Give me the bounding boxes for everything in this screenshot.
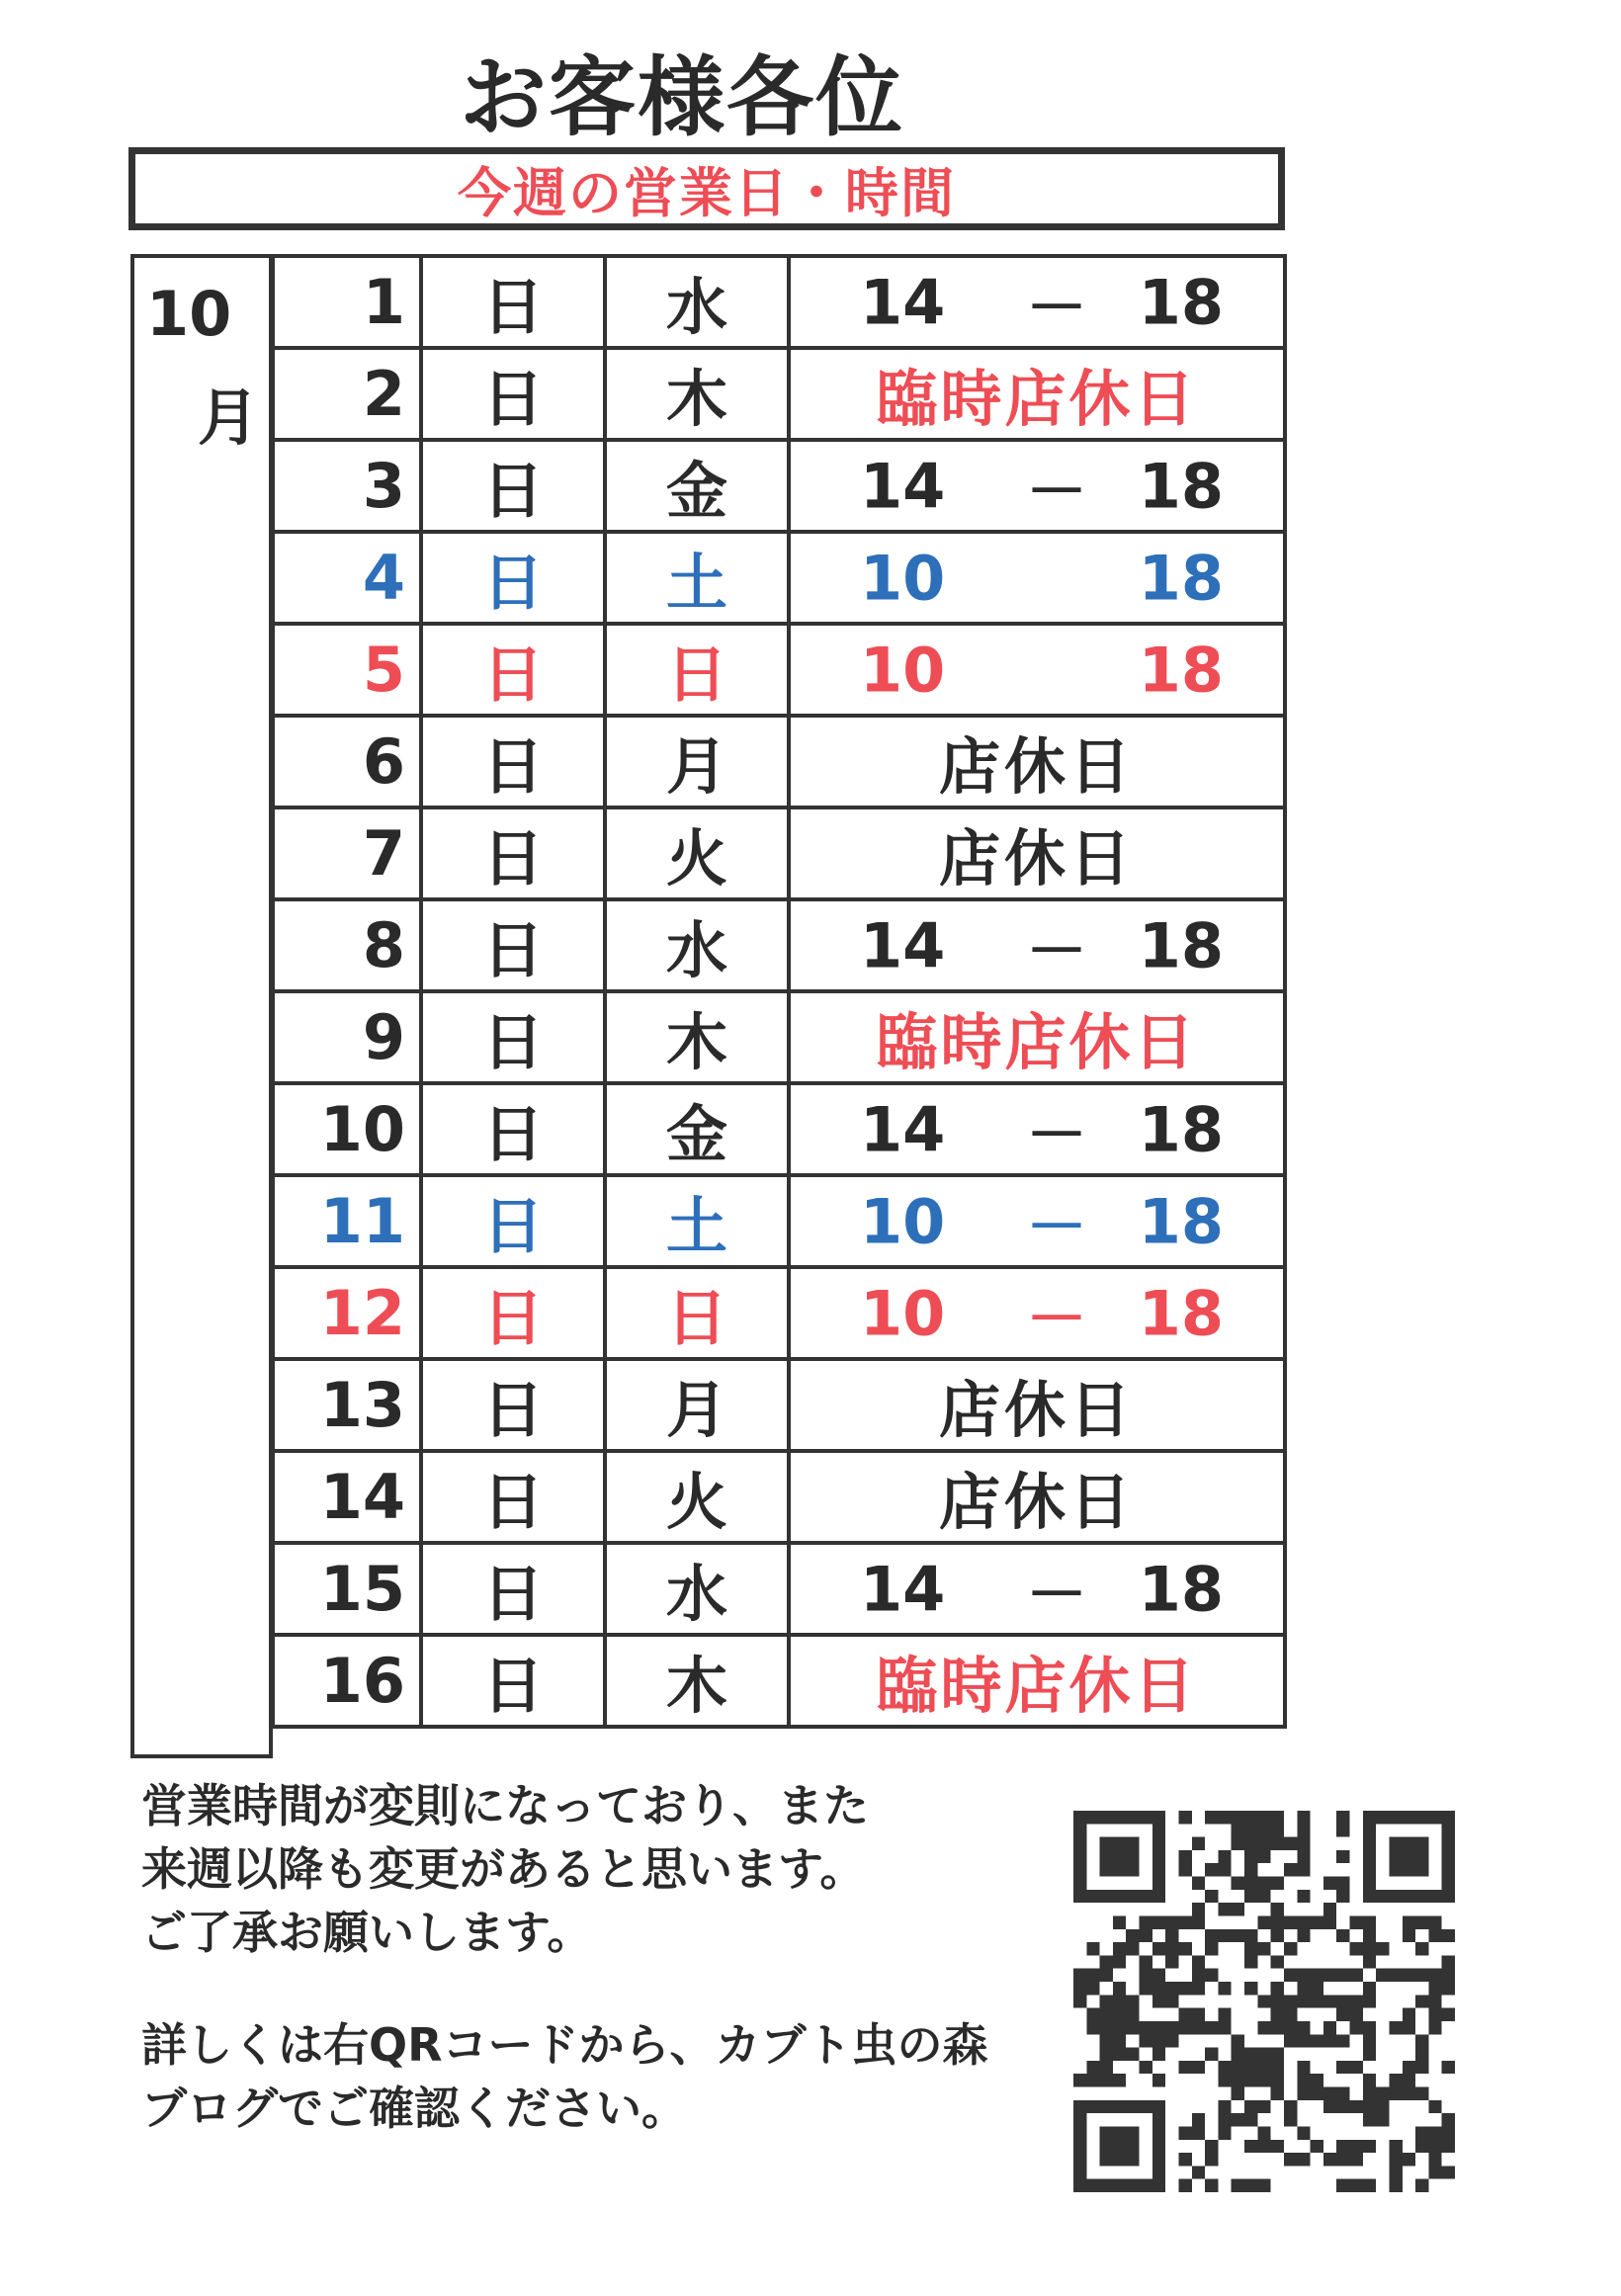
- close-time: 18: [1138, 1277, 1224, 1349]
- schedule-row: [273, 899, 1285, 991]
- schedule-row: [273, 348, 1285, 440]
- time-dash: －: [1026, 455, 1088, 527]
- day-number: 9: [273, 991, 421, 1083]
- day-unit: 日: [421, 716, 605, 808]
- month-number: 10: [146, 278, 232, 350]
- open-time: 14: [860, 1093, 946, 1165]
- schedule-row: [273, 716, 1285, 808]
- day-unit: 日: [421, 808, 605, 899]
- time-dash: －: [1026, 914, 1088, 986]
- close-time: 18: [1138, 450, 1224, 522]
- temporary-closed-label: 臨時店休日: [789, 1635, 1285, 1727]
- weekday: 水: [605, 899, 789, 991]
- open-time: 10: [860, 542, 946, 614]
- day-unit: 日: [421, 1543, 605, 1635]
- open-time: 14: [860, 1553, 946, 1625]
- business-hours: [789, 899, 1285, 991]
- notice-line: ご了承お願いします。: [141, 1906, 593, 1959]
- qr-code-icon[interactable]: [1073, 1811, 1455, 2192]
- closed-label: 店休日: [789, 808, 1285, 899]
- weekday: 月: [605, 716, 789, 808]
- day-number: 12: [273, 1267, 421, 1359]
- close-time: 18: [1138, 1185, 1224, 1257]
- business-hours: [789, 624, 1285, 716]
- business-hours: [789, 440, 1285, 532]
- weekday: 土: [605, 532, 789, 624]
- weekday: 木: [605, 1635, 789, 1727]
- schedule-row: [273, 1451, 1285, 1543]
- day-unit: 日: [421, 899, 605, 991]
- day-number: 14: [273, 1451, 421, 1543]
- day-unit: 日: [421, 1359, 605, 1451]
- time-dash: －: [1026, 271, 1088, 343]
- day-unit: 日: [421, 532, 605, 624]
- schedule-table: [271, 254, 1287, 1729]
- notice-line: ブログでご確認ください。: [141, 2082, 687, 2135]
- closed-label: 店休日: [789, 716, 1285, 808]
- page-title: お客様各位: [460, 46, 905, 148]
- business-hours: [789, 1267, 1285, 1359]
- weekday: 月: [605, 1359, 789, 1451]
- day-number: 7: [273, 808, 421, 899]
- close-time: 18: [1138, 634, 1224, 706]
- notice-text: [141, 1774, 988, 2140]
- day-number: 4: [273, 532, 421, 624]
- closed-label: 店休日: [789, 1359, 1285, 1451]
- time-dash: －: [1026, 1558, 1088, 1630]
- day-number: 15: [273, 1543, 421, 1635]
- weekday: 火: [605, 808, 789, 899]
- day-number: 5: [273, 624, 421, 716]
- day-number: 11: [273, 1175, 421, 1267]
- day-number: 13: [273, 1359, 421, 1451]
- day-number: 3: [273, 440, 421, 532]
- month-cell: [130, 254, 273, 1758]
- day-number: 8: [273, 899, 421, 991]
- weekday: 日: [605, 1267, 789, 1359]
- open-time: 14: [860, 450, 946, 522]
- day-unit: 日: [421, 1083, 605, 1175]
- day-unit: 日: [421, 348, 605, 440]
- close-time: 18: [1138, 266, 1224, 338]
- time-dash: －: [1026, 1190, 1088, 1262]
- close-time: 18: [1138, 1553, 1224, 1625]
- open-time: 10: [860, 634, 946, 706]
- day-number: 6: [273, 716, 421, 808]
- day-unit: 日: [421, 440, 605, 532]
- schedule-row: [273, 1083, 1285, 1175]
- close-time: 18: [1138, 909, 1224, 981]
- weekday: 土: [605, 1175, 789, 1267]
- day-unit: 日: [421, 1175, 605, 1267]
- temporary-closed-label: 臨時店休日: [789, 991, 1285, 1083]
- time-dash: －: [1026, 1282, 1088, 1354]
- open-time: 14: [860, 266, 946, 338]
- weekday: 金: [605, 440, 789, 532]
- schedule-row: [273, 808, 1285, 899]
- schedule-row: [273, 1543, 1285, 1635]
- schedule-row: [273, 440, 1285, 532]
- weekday: 火: [605, 1451, 789, 1543]
- day-number: 16: [273, 1635, 421, 1727]
- notice-line: 詳しくは右QRコードから、カブト虫の森: [141, 2018, 988, 2072]
- schedule-row: [273, 1175, 1285, 1267]
- schedule-row: [273, 1267, 1285, 1359]
- business-hours: [789, 1175, 1285, 1267]
- notice-line: 来週以降も変更があると思います。: [141, 1842, 866, 1896]
- weekday: 水: [605, 1543, 789, 1635]
- month-unit: 月: [198, 382, 260, 454]
- open-time: 10: [860, 1277, 946, 1349]
- closed-label: 店休日: [789, 1451, 1285, 1543]
- day-unit: 日: [421, 256, 605, 348]
- schedule-row: [273, 532, 1285, 624]
- notice-line: 営業時間が変則になっており、また: [141, 1779, 869, 1832]
- weekday: 水: [605, 256, 789, 348]
- day-unit: 日: [421, 1267, 605, 1359]
- subtitle-banner: 今週の営業日・時間: [128, 147, 1285, 230]
- business-hours: [789, 1083, 1285, 1175]
- day-number: 1: [273, 256, 421, 348]
- schedule-row: [273, 256, 1285, 348]
- schedule-row: [273, 1359, 1285, 1451]
- weekday: 木: [605, 348, 789, 440]
- business-hours: [789, 1543, 1285, 1635]
- weekday: 金: [605, 1083, 789, 1175]
- day-unit: 日: [421, 991, 605, 1083]
- weekday: 木: [605, 991, 789, 1083]
- day-number: 10: [273, 1083, 421, 1175]
- close-time: 18: [1138, 1093, 1224, 1165]
- schedule-row: [273, 624, 1285, 716]
- day-number: 2: [273, 348, 421, 440]
- business-hours: [789, 256, 1285, 348]
- close-time: 18: [1138, 542, 1224, 614]
- weekday: 日: [605, 624, 789, 716]
- schedule-row: [273, 991, 1285, 1083]
- day-unit: 日: [421, 1451, 605, 1543]
- day-unit: 日: [421, 624, 605, 716]
- business-hours: [789, 532, 1285, 624]
- temporary-closed-label: 臨時店休日: [789, 348, 1285, 440]
- day-unit: 日: [421, 1635, 605, 1727]
- open-time: 14: [860, 909, 946, 981]
- open-time: 10: [860, 1185, 946, 1257]
- schedule-row: [273, 1635, 1285, 1727]
- time-dash: －: [1026, 1098, 1088, 1170]
